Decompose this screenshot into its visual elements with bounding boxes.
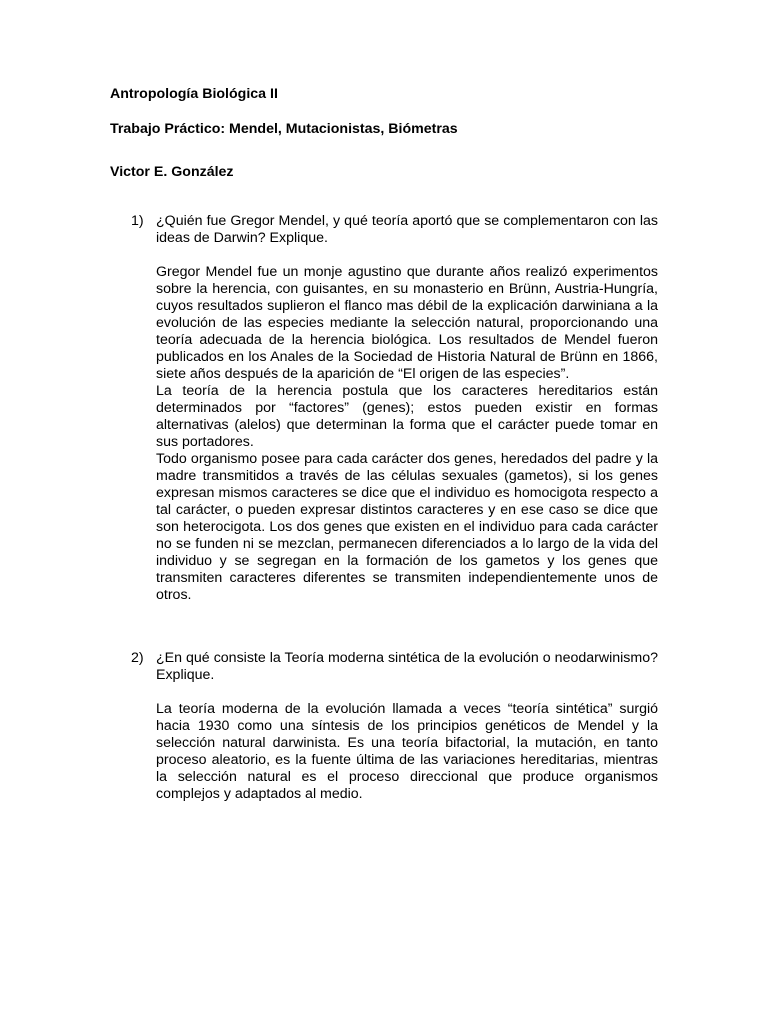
course-title: Antropología Biológica II bbox=[110, 86, 278, 102]
question-number: 2) bbox=[131, 650, 144, 666]
answer-paragraph: La teoría moderna de la evolución llamada a veces “teoría sintética” surgió hacia 1930 como una síntesis de los principios genéticos de Mendel y la selección natural darwinista. Es una teoría bifactorial, la mutación, en tanto proceso aleatorio, es la fuente última de las variaciones hereditarias, mientras la selección natural es el proceso direccional que produce organismos complejos y adaptados al medio. bbox=[156, 701, 658, 802]
question-text: ¿Quién fue Gregor Mendel, y qué teoría aportó que se complementaron con las ideas de Darwin? Explique. bbox=[156, 213, 658, 246]
answer-text bbox=[156, 701, 658, 803]
answer-paragraph: Gregor Mendel fue un monje agustino que durante años realizó experimentos sobre la herencia, con guisantes, en su monasterio en Brünn, Austria-Hungría, cuyos resultados suplieron el flanco mas débil de la explicación darwiniana a la evolución de las especies mediante la selección natural, proporcionando una teoría adecuada de la herencia biológica. Los resultados de Mendel fueron publicados en los Anales de la Sociedad de Historia Natural de Brünn en 1866, siete años después de la aparición de “El origen de las especies”. bbox=[156, 264, 658, 382]
question-number: 1) bbox=[131, 213, 144, 229]
answer-paragraph: La teoría de la herencia postula que los caracteres hereditarios están determinados por “factores” (genes); estos pueden existir en formas alternativas (alelos) que determinan la forma que el carácter puede tomar en sus portadores. bbox=[156, 383, 658, 450]
assignment-title: Trabajo Práctico: Mendel, Mutacionistas, Biómetras bbox=[110, 121, 458, 137]
answer-text bbox=[156, 264, 658, 604]
answer-paragraph: Todo organismo posee para cada carácter dos genes, heredados del padre y la madre transmitidos a través de las células sexuales (gametos), si los genes expresan mismos caracteres se dice que el individuo es homocigota respecto a tal carácter, o pueden expresar distintos caracteres y en ese caso se dice que son heterocigota. Los dos genes que existen en el individuo para cada carácter no se funden ni se mezclan, permanecen diferenciados a lo largo de la vida del individuo y se segregan en la formación de los gametos y los genes que transmiten caracteres diferentes se transmiten independientemente unos de otros. bbox=[156, 451, 658, 603]
author-name: Victor E. González bbox=[110, 164, 234, 180]
question-text: ¿En qué consiste la Teoría moderna sintética de la evolución o neodarwinismo? Explique. bbox=[156, 650, 658, 683]
